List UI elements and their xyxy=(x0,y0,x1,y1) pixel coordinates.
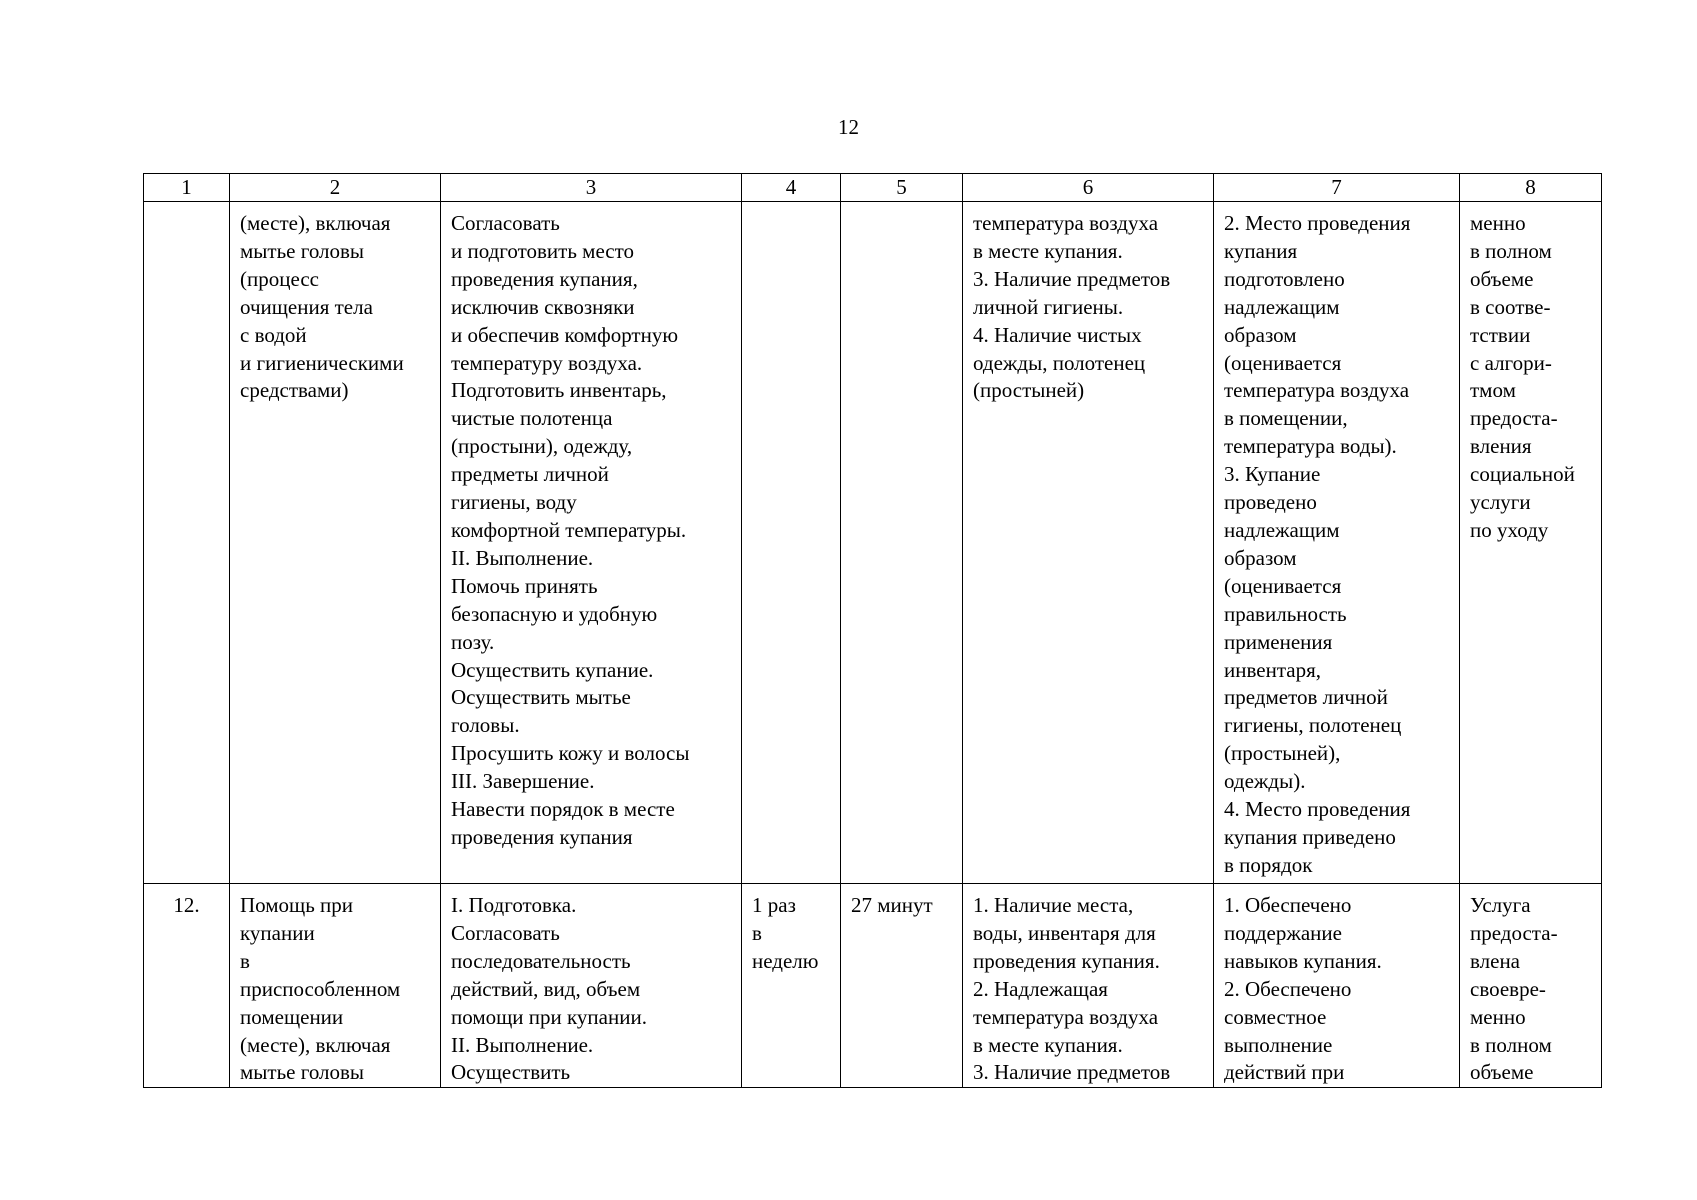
services-table xyxy=(143,173,1602,1088)
column-number-7: 7 xyxy=(1214,174,1460,202)
column-number-1: 1 xyxy=(144,174,230,202)
conditions-cell: температура воздуха в месте купания. 3. Наличие предметов личной гигиены. 4. Наличие чистых одежды, полотенец (простыней) xyxy=(963,202,1214,884)
quality-indicators-cell: 1. Обеспечено поддержание навыков купания. 2. Обеспечено совместное выполнение действий при xyxy=(1214,884,1460,1088)
table-header-row xyxy=(144,174,1602,202)
evaluation-cell: менно в полном объеме в соотве- тствии с алгори- тмом предоста- вления социальной услуги по уходу xyxy=(1460,202,1602,884)
page-number: 12 xyxy=(838,115,859,139)
duration-cell: 27 минут xyxy=(841,884,963,1088)
service-name-cell: Помощь при купании в приспособленном помещении (месте), включая мытье головы xyxy=(230,884,441,1088)
row-number-cell xyxy=(144,202,230,884)
column-number-5: 5 xyxy=(841,174,963,202)
service-description-cell: Согласовать и подготовить место проведения купания, исключив сквозняки и обеспечив комфортную температуру воздуха. Подготовить инвентарь, чистые полотенца (простыни), одежду, предметы личной гигиены, воду комфортной температуры. II. Выполнение. Помочь принять безопасную и удобную позу. Осуществить купание. Осуществить мытье головы. Просушить кожу и волосы III. Завершение. Навести порядок в месте проведения купания xyxy=(441,202,742,884)
row-number-cell: 12. xyxy=(144,884,230,1088)
evaluation-cell: Услуга предоста- влена своевре- менно в полном объеме xyxy=(1460,884,1602,1088)
service-name-cell: (месте), включая мытье головы (процесс очищения тела с водой и гигиеническими средствами) xyxy=(230,202,441,884)
column-number-3: 3 xyxy=(441,174,742,202)
duration-cell xyxy=(841,202,963,884)
table-row xyxy=(144,884,1602,1088)
column-number-2: 2 xyxy=(230,174,441,202)
frequency-cell: 1 раз в неделю xyxy=(742,884,841,1088)
table-row xyxy=(144,202,1602,884)
column-number-8: 8 xyxy=(1460,174,1602,202)
quality-indicators-cell: 2. Место проведения купания подготовлено надлежащим образом (оценивается температура воздуха в помещении, температура воды). 3. Купание проведено надлежащим образом (оценивается правильность применения инвентаря, предметов личной гигиены, полотенец (простыней), одежды). 4. Место проведения купания приведено в порядок xyxy=(1214,202,1460,884)
frequency-cell xyxy=(742,202,841,884)
conditions-cell: 1. Наличие места, воды, инвентаря для проведения купания. 2. Надлежащая температура воздуха в месте купания. 3. Наличие предметов xyxy=(963,884,1214,1088)
column-number-6: 6 xyxy=(963,174,1214,202)
service-description-cell: I. Подготовка. Согласовать последовательность действий, вид, объем помощи при купании. II. Выполнение. Осуществить xyxy=(441,884,742,1088)
column-number-4: 4 xyxy=(742,174,841,202)
